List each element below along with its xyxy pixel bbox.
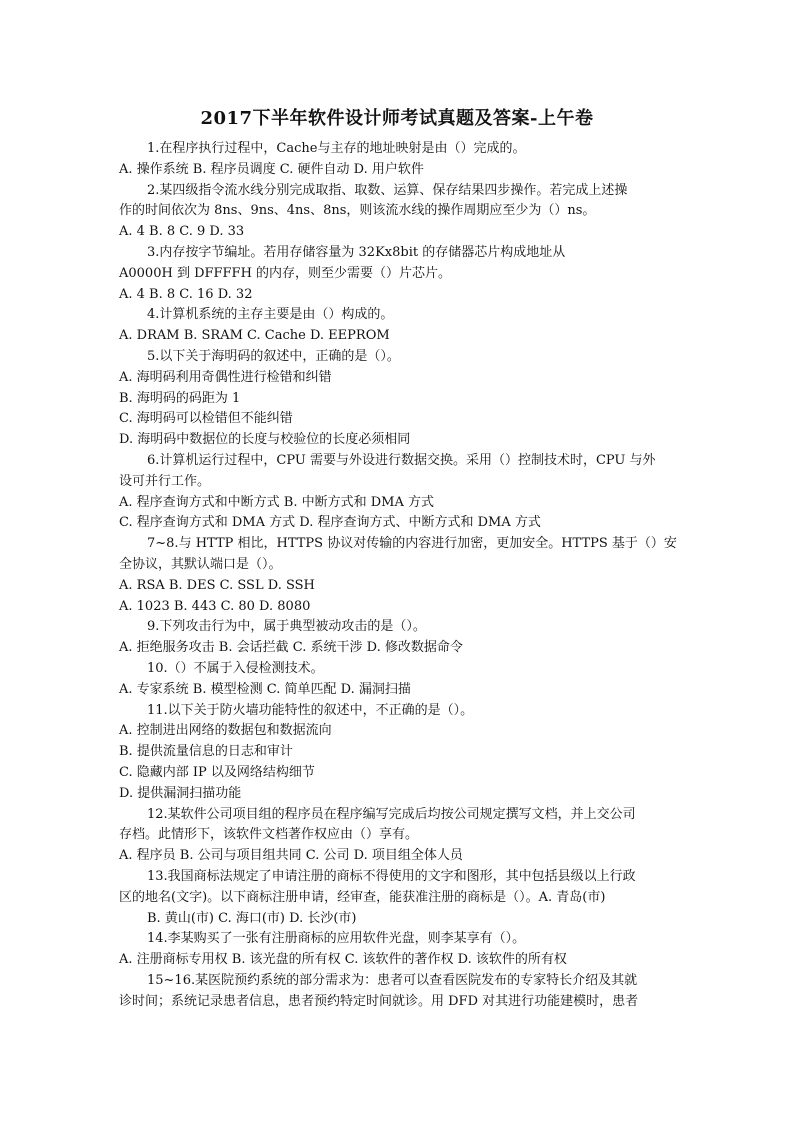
text-line: C. 隐藏内部 IP 以及网络结构细节 [119, 765, 315, 780]
text-line: 全协议，其默认端口是（）。 [119, 557, 282, 572]
text-line: A. RSA B. DES C. SSL D. SSH [119, 577, 315, 593]
text-line: D. 提供漏洞扫描功能 [119, 785, 242, 801]
text-line: C. 程序查询方式和 DMA 方式 D. 程序查询方式、中断方式和 DMA 方式 [119, 515, 541, 531]
question-line: 7~8.与 HTTP 相比，HTTPS 协议对传输的内容进行加密，更加安全。HTTPS 基于（）安 [147, 536, 677, 552]
text-line: A. 注册商标专用权 B. 该光盘的所有权 C. 该软件的著作权 D. 该软件的所有权 [119, 952, 567, 968]
question-line: 5.以下关于海明码的叙述中，正确的是（）。 [147, 349, 400, 364]
question-line: 3.内存按字节编址。若用存储容量为 32Kx8bit 的存储器芯片构成地址从 [147, 245, 566, 260]
question-line: 12.某软件公司项目组的程序员在程序编写完成后均按公司规定撰写文档，并上交公司 [147, 806, 636, 822]
question-line: 10.（）不属于入侵检测技术。 [147, 661, 324, 676]
question-line: 2.某四级指令流水线分别完成取指、取数、运算、保存结果四步操作。若完成上述操 [147, 182, 628, 198]
question-line: 6.计算机运行过程中，CPU 需要与外设进行数据交换。采用（）控制技术时，CPU 与外 [147, 453, 656, 468]
text-line: A. DRAM B. SRAM C. Cache D. EEPROM [119, 328, 390, 344]
text-line: B. 海明码的码距为 1 [119, 390, 241, 406]
text-line: A. 4 B. 8 C. 16 D. 32 [119, 286, 253, 302]
question-line: 14.李某购买了一张有注册商标的应用软件光盘，则李某享有（）。 [147, 931, 526, 947]
text-line: A. 操作系统 B. 程序员调度 C. 硬件自动 D. 用户软件 [119, 161, 424, 177]
text-line: 设可并行工作。 [119, 473, 211, 489]
question-line: 4.计算机系统的主存主要是由（）构成的。 [147, 307, 394, 323]
text-line: A. 拒绝服务攻击 B. 会话拦截 C. 系统干涉 D. 修改数据命令 [119, 640, 463, 656]
text-line: A. 控制进出网络的数据包和数据流向 [119, 723, 332, 739]
question-line: B. 黄山(市) C. 海口(市) D. 长沙(市) [147, 910, 357, 926]
text-line: 存档。此情形下，该软件文档著作权应由（）享有。 [119, 827, 419, 843]
question-line: 13.我国商标法规定了申请注册的商标不得使用的文字和图形，其中包括县级以上行政 [147, 869, 636, 884]
question-line: 15~16.某医院预约系统的部分需求为：患者可以查看医院发布的专家特长介绍及其就 [147, 973, 638, 988]
question-line: 1.在程序执行过程中，Cache与主存的地址映射是由（）完成的。 [147, 141, 526, 156]
text-line: A. 程序员 B. 公司与项目组共同 C. 公司 D. 项目组全体人员 [119, 848, 463, 864]
text-line: A. 程序查询方式和中断方式 B. 中断方式和 DMA 方式 [119, 494, 434, 510]
text-line: C. 海明码可以检错但不能纠错 [119, 411, 293, 427]
text-line: 诊时间；系统记录患者信息，患者预约特定时间就诊。用 DFD 对其进行功能建模时，患者 [119, 993, 639, 1009]
question-line: 11.以下关于防火墙功能特性的叙述中，不正确的是（）。 [147, 702, 474, 718]
text-line: A. 1023 B. 443 C. 80 D. 8080 [119, 598, 311, 614]
text-line: B. 提供流量信息的日志和审计 [119, 744, 293, 760]
text-line: A. 专家系统 B. 模型检测 C. 简单匹配 D. 漏洞扫描 [119, 681, 411, 697]
text-line: A. 海明码利用奇偶性进行检错和纠错 [119, 369, 332, 385]
text-line: 作的时间依次为 8ns、9ns、4ns、8ns，则该流水线的操作周期应至少为（）ns。 [119, 203, 596, 219]
text-line: A. 4 B. 8 C. 9 D. 33 [119, 224, 245, 240]
question-line: 9.下列攻击行为中，属于典型被动攻击的是（）。 [147, 619, 426, 635]
text-line: A0000H 到 DFFFFH 的内存，则至少需要（）片芯片。 [119, 265, 452, 281]
text-line: 区的地名(文字)。以下商标注册申请，经审查，能获准注册的商标是（）。A. 青岛(市) [119, 889, 606, 905]
text-line: D. 海明码中数据位的长度与校验位的长度必须相同 [119, 432, 411, 448]
page-title: 2017下半年软件设计师考试真题及答案-上午卷 [200, 108, 594, 129]
